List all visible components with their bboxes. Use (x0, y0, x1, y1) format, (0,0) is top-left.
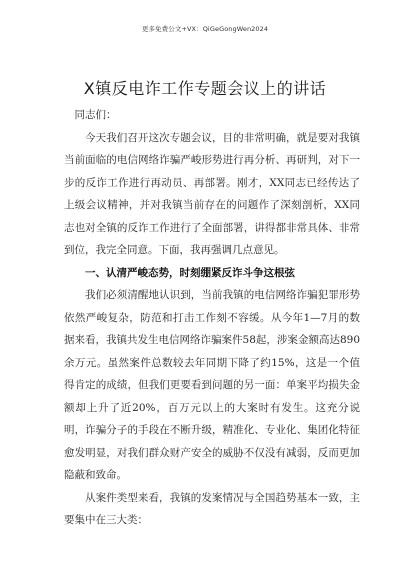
greeting: 同志们： (74, 109, 117, 121)
header-note: 更多免费公文+VX：QiGeGongWen2024 (141, 25, 269, 33)
paragraph-situation: 我们必须清醒地认识到，当前我镇的电信网络诈骗犯罪形势依然严峻复杂，防范和打击工作刻不容缓。从今年1—7月的数据来看，我镇共发生电信网络诈骗案件58起，涉案金额高达890余万元。虽然案件总数较去年同期下降了约15%，这是一个值得肯定的成绩，但我们更要看到问题的另一面：单案平均损失金额却上升了近20%，百万元以上的大案时有发生。这充分说明，诈骗分子的手段在不断升级，精准化、专业化、集团化特征愈发明显，对我们群众财产安全的威胁不仅没有减弱，反而更加隐蔽和致命。 (64, 289, 360, 481)
paragraph-case-types: 从案件类型来看，我镇的发案情况与全国趋势基本一致，主要集中在三大类： (64, 491, 360, 526)
document-body (64, 104, 360, 532)
paragraph-intro: 今天我们召开这次专题会议，目的非常明确，就是要对我镇当前面临的电信网络诈骗严峻形势进行再分析、再研判，对下一步的反诈工作进行再动员、再部署。刚才，XX同志已经传达了上级会议精神，并对我镇当前存在的问题作了深刻剖析，XX同志也对全镇的反诈工作进行了全面部署，讲得都非常具体、非常到位，我完全同意。下面，我再强调几点意见。 (64, 131, 360, 256)
document-title: X镇反电诈工作专题会议上的讲话 (83, 79, 327, 98)
section-heading-1: 一、认清严峻态势，时刻绷紧反诈斗争这根弦 (85, 266, 295, 279)
